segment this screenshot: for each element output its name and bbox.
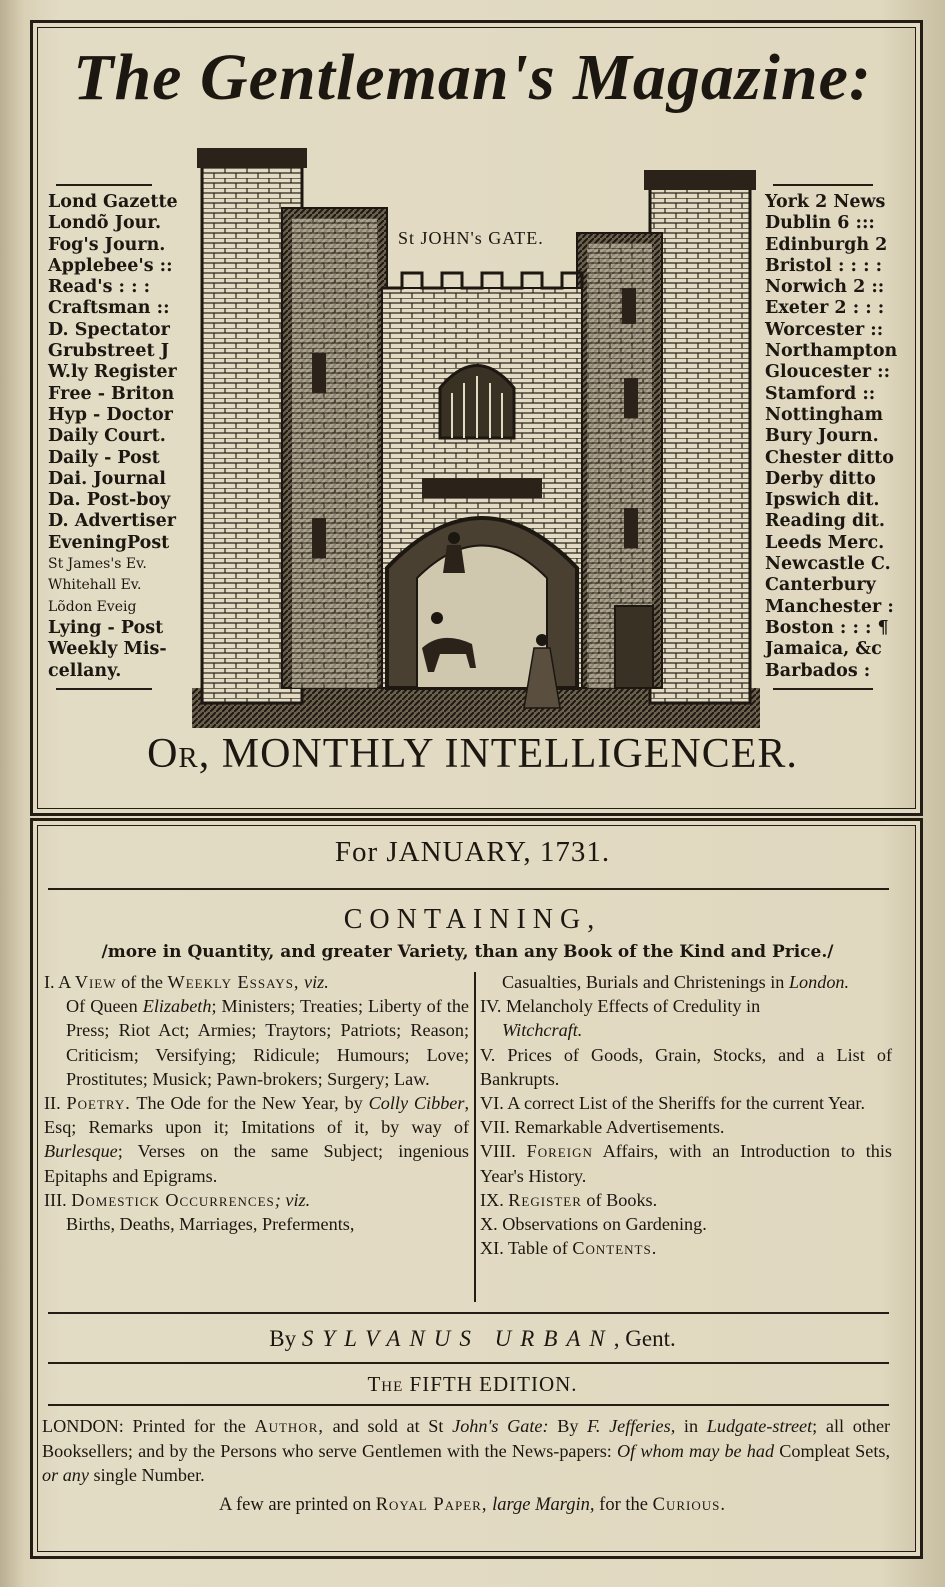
- right-paper-item: Nottingham: [765, 404, 884, 425]
- left-paper-item: W.ly Register: [48, 362, 177, 383]
- left-paper-item: Da. Post-boy: [48, 490, 171, 511]
- left-paper-item: cellany.: [48, 660, 122, 681]
- right-paper-item: Gloucester ::: [765, 362, 891, 383]
- tagline: /more in Quantity, and greater Variety, than any Book of the Kind and Price./: [101, 942, 834, 962]
- masthead-title: The Gentleman's Magazine:: [73, 41, 872, 114]
- rule-3: [48, 1362, 889, 1364]
- entry-8: VIII. Foreign Affairs, with an Introduction to this Year's History.: [480, 1141, 893, 1186]
- right-paper-item: Dublin 6 :::: [765, 213, 875, 234]
- right-paper-item: Chester ditto: [765, 447, 894, 468]
- left-paper-item: Lond Gazette: [48, 192, 178, 212]
- right-paper-item: Worcester ::: [765, 319, 884, 340]
- right-paper-item: Canterbury: [765, 575, 876, 596]
- rule-4: [48, 1404, 889, 1406]
- left-paper-item: Dai. Journal: [48, 468, 166, 489]
- right-paper-item: Jamaica, &c: [765, 639, 882, 660]
- right-paper-item: Reading dit.: [765, 511, 886, 532]
- entry-11: XI. Table of Contents.: [480, 1238, 658, 1259]
- entry-3: III. Domestick Occurrences; viz. Births, Deaths, Marriages, Preferments,: [44, 1189, 355, 1235]
- edition: The FIFTH EDITION.: [367, 1372, 578, 1396]
- right-paper-item: Boston : : : ¶: [765, 617, 889, 638]
- left-paper-item: Applebee's ::: [48, 255, 173, 276]
- left-paper-item: Craftsman ::: [48, 298, 170, 319]
- royal-paper-note: A few are printed on Royal Paper, large Margin, for the Curious.: [219, 1495, 726, 1515]
- entry-10: X. Observations on Gardening.: [480, 1214, 707, 1235]
- gate-caption: St JOHN's GATE.: [398, 228, 544, 248]
- entry-7: VII. Remarkable Advertisements.: [480, 1117, 725, 1138]
- right-paper-item: Bristol : : : :: [765, 255, 883, 276]
- left-paper-item: Whitehall Ev.: [48, 577, 142, 594]
- author-line: By SYLVANUS URBAN, Gent.: [269, 1326, 676, 1351]
- entry-5: V. Prices of Goods, Grain, Stocks, and a List of Bankrupts.: [480, 1044, 892, 1089]
- right-paper-item: Barbados :: [765, 660, 871, 681]
- imprint: LONDON: Printed for the Author, and sold at St John's Gate: By F. Jefferies, in Ludgate-street; all other Booksellers; and by the Persons who serve Gentlemen with the News-papers: Of whom may be had Compleat Sets, or any single Number.: [42, 1416, 891, 1485]
- left-paper-item: D. Spectator: [48, 319, 170, 340]
- left-paper-item: Londõ Jour.: [48, 213, 162, 234]
- right-paper-item: Manchester :: [765, 596, 894, 617]
- rule-1: [48, 888, 889, 890]
- right-paper-item: Northampton: [765, 341, 898, 362]
- left-paper-item: Weekly Mis-: [48, 639, 167, 660]
- containing-heading: CONTAINING,: [343, 904, 602, 935]
- left-paper-item: St James's Ev.: [48, 556, 147, 573]
- left-newspaper-list: [48, 178, 188, 696]
- right-newspaper-list: [765, 178, 898, 696]
- subtitle: Or, MONTHLY INTELLIGENCER.: [147, 731, 798, 777]
- contents-left-column: [44, 970, 469, 1236]
- left-paper-item: Free - Briton: [48, 383, 175, 404]
- right-paper-item: Exeter 2 : : :: [765, 298, 885, 319]
- left-paper-item: D. Advertiser: [48, 511, 177, 532]
- left-paper-item: Read's : : :: [48, 277, 151, 298]
- left-paper-item: Lying - Post: [48, 617, 164, 638]
- right-paper-item: Newcastle C.: [765, 554, 891, 575]
- right-paper-item: Stamford ::: [765, 383, 876, 404]
- column-divider: [474, 972, 476, 1302]
- left-paper-item: Fog's Journ.: [48, 234, 166, 255]
- rule-2: [48, 1312, 889, 1314]
- left-paper-item: Lõdon Eveig: [48, 598, 137, 615]
- right-paper-item: York 2 News: [765, 192, 886, 212]
- entry-1: I. A View of the Weekly Essays, viz. Of Queen Elizabeth; Ministers; Treaties; Liberty of the Press; Riot Act; Armies; Traytors; Patriots; Reason; Criticism; Versifying; Ridicule; Humours; Love; Prostitutes; Musick; Pawn-brokers; Surgery; Law.: [44, 972, 470, 1089]
- entry-6: VI. A correct List of the Sheriffs for the current Year.: [480, 1093, 866, 1114]
- right-paper-item: Derby ditto: [765, 468, 876, 489]
- right-paper-item: Bury Journ.: [765, 426, 879, 447]
- left-paper-item: Daily - Post: [48, 447, 160, 468]
- left-paper-item: Grubstreet J: [48, 341, 170, 362]
- right-paper-item: Ipswich dit.: [765, 490, 880, 511]
- contents-right-column: [480, 970, 892, 1260]
- issue-date: For JANUARY, 1731.: [334, 836, 611, 868]
- entry-9: IX. Register of Books.: [480, 1189, 658, 1210]
- left-paper-item: Hyp - Doctor: [48, 404, 173, 425]
- entry-4: IV. Melancholy Effects of Credulity in Witchcraft.: [480, 996, 761, 1041]
- entry-3-cont: Casualties, Burials and Christenings in London.: [502, 972, 850, 992]
- right-paper-item: Leeds Merc.: [765, 532, 885, 553]
- left-paper-item: EveningPost: [48, 532, 170, 553]
- entry-2: II. Poetry. The Ode for the New Year, by Colly Cibber, Esq; Remarks upon it; Imitations of it, by way of Burlesque; Verses on the same Subject; ingenious Epitaphs and Epigrams.: [44, 1093, 469, 1186]
- right-paper-item: Edinburgh 2: [765, 234, 888, 255]
- right-paper-item: Norwich 2 ::: [765, 277, 885, 298]
- left-paper-item: Daily Court.: [48, 426, 166, 447]
